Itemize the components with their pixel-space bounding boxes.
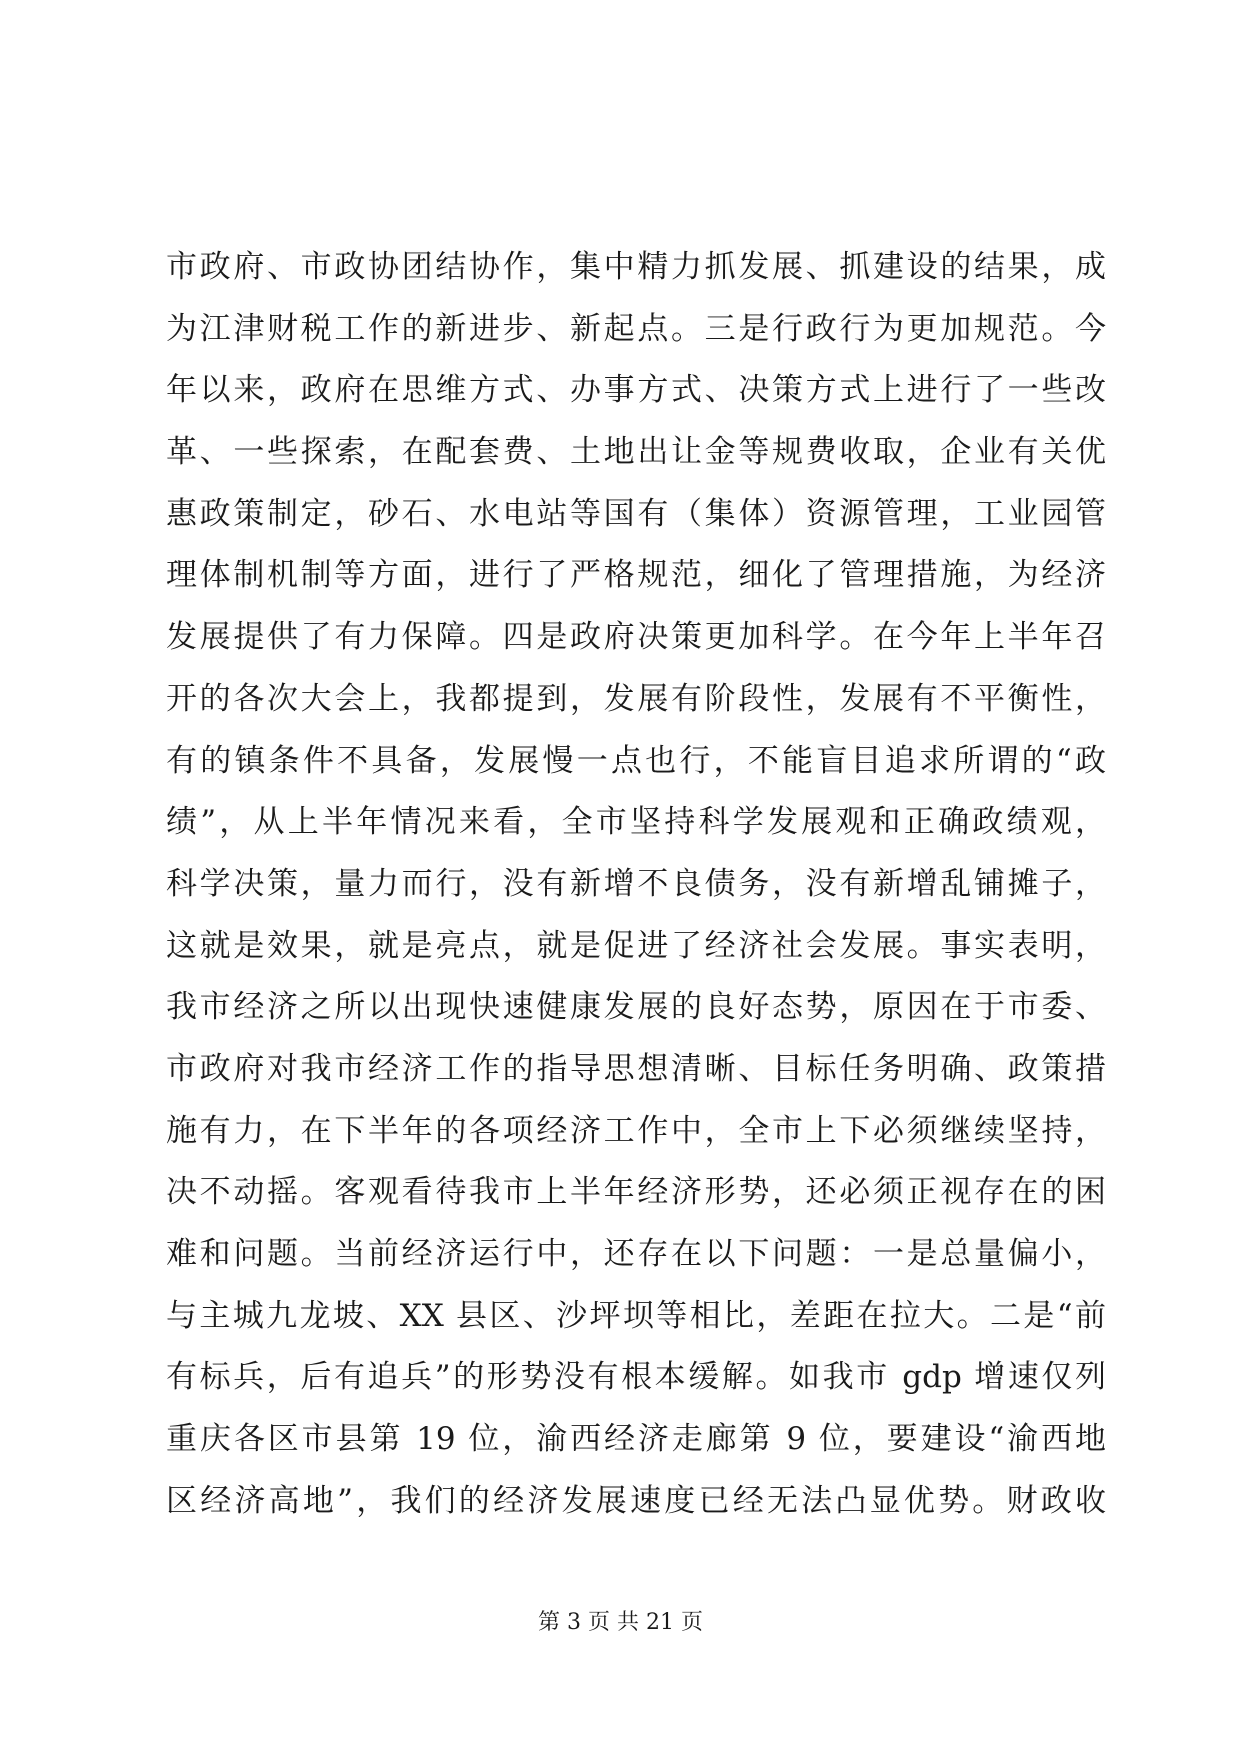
text-line-14: 市政府对我市经济工作的指导思想清晰、目标任务明确、政策措 xyxy=(166,1050,1106,1087)
page-number-footer: 第 3 页 共 21 页 xyxy=(538,1610,703,1635)
text-line-20: 重庆各区市县第 19 位，渝西经济走廊第 9 位，要建设“渝西地 xyxy=(166,1421,1106,1458)
text-line-8: 开的各次大会上，我都提到，发展有阶段性，发展有不平衡性， xyxy=(166,680,1106,717)
text-line-1: 市政府、市政协团结协作，集中精力抓发展、抓建设的结果，成 xyxy=(166,249,1106,285)
text-line-17: 难和问题。当前经济运行中，还存在以下问题：一是总量偏小， xyxy=(166,1236,1106,1272)
text-line-12: 这就是效果，就是亮点，就是促进了经济社会发展。事实表明， xyxy=(166,927,1106,964)
body-text xyxy=(166,237,1106,1532)
text-line-15: 施有力，在下半年的各项经济工作中，全市上下必须继续坚持， xyxy=(166,1112,1106,1149)
text-line-4: 革、一些探索，在配套费、土地出让金等规费收取，企业有关优 xyxy=(166,434,1106,471)
text-line-21: 区经济高地”，我们的经济发展速度已经无法凸显优势。财政收 xyxy=(166,1482,1106,1519)
text-line-5: 惠政策制定，砂石、水电站等国有（集体）资源管理，工业园管 xyxy=(166,495,1106,532)
text-line-2: 为江津财税工作的新进步、新起点。三是行政行为更加规范。今 xyxy=(166,310,1106,347)
text-line-10: 绩”，从上半年情况来看，全市坚持科学发展观和正确政绩观， xyxy=(166,804,1106,841)
text-line-9: 有的镇条件不具备，发展慢一点也行，不能盲目追求所谓的“政 xyxy=(166,742,1106,779)
text-line-7: 发展提供了有力保障。四是政府决策更加科学。在今年上半年召 xyxy=(166,619,1106,656)
text-line-3: 年以来，政府在思维方式、办事方式、决策方式上进行了一些改 xyxy=(166,372,1106,409)
text-line-11: 科学决策，量力而行，没有新增不良债务，没有新增乱铺摊子， xyxy=(166,865,1106,902)
text-line-18: 与主城九龙坡、XX 县区、沙坪坝等相比，差距在拉大。二是“前 xyxy=(166,1297,1106,1334)
text-line-19: 有标兵，后有追兵”的形势没有根本缓解。如我市 gdp 增速仅列 xyxy=(166,1359,1106,1396)
text-line-6: 理体制机制等方面，进行了严格规范，细化了管理措施，为经济 xyxy=(166,557,1106,594)
text-line-13: 我市经济之所以出现快速健康发展的良好态势，原因在于市委、 xyxy=(166,989,1106,1026)
text-line-16: 决不动摇。客观看待我市上半年经济形势，还必须正视存在的困 xyxy=(166,1174,1106,1211)
